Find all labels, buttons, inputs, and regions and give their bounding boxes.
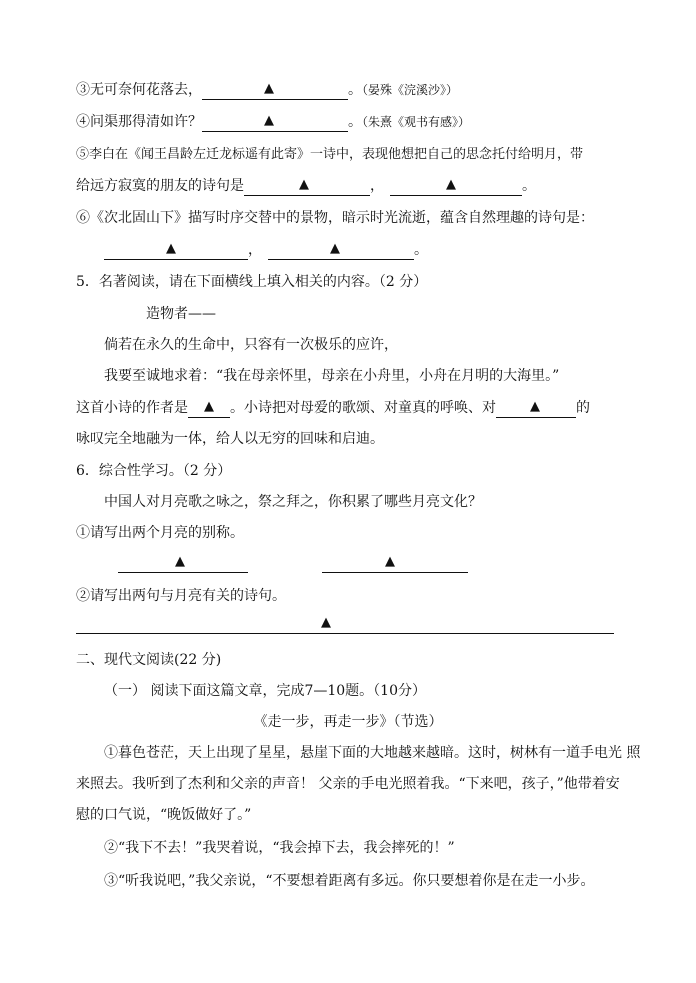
answer-blank[interactable] [76,615,614,634]
triangle-marker-icon: ▲ [385,554,395,569]
answer-blank[interactable] [202,81,348,100]
triangle-marker-icon: ▲ [175,554,185,569]
separator: ， [248,242,262,258]
article-title: 《走一步，再走一步》（节选） [253,714,443,730]
question-6-sub2: ②请写出两句与月亮有关的诗句。 [76,588,286,604]
answer-blank[interactable] [244,177,370,196]
line-text: 。 [348,82,362,98]
question-6-blanks [118,553,468,573]
paragraph-1-line-2: 来照去。我听到了杰利和父亲的声音！ 父亲的手电光照着我。“下来吧，孩子，”他带着安 [76,776,620,792]
poem-fill-line-3 [76,80,458,100]
poem-line-1: 倘若在永久的生命中，只容有一次极乐的应许， [104,337,398,353]
author-blank[interactable] [188,399,230,418]
triangle-marker-icon: ▲ [166,241,176,256]
line-text: 的 [576,400,590,416]
poem-line-2: 我要至诚地求着：“我在母亲怀里，母亲在小舟里，小舟在月明的大海里。” [104,368,560,384]
question-5-line-3 [76,398,590,418]
paragraph-1-line-1: ①暮色苍茫，天上出现了星星，悬崖下面的大地越来越暗。这时，树林有一道手电光 照 [104,745,641,761]
line-text: 。 [414,242,428,258]
poem-source: （晏殊《浣溪沙》） [362,83,459,97]
triangle-marker-icon: ▲ [446,177,456,192]
triangle-marker-icon: ▲ [321,615,331,630]
line-text: 。小诗把对母爱的歌颂、对童真的呼唤、对 [230,400,496,416]
answer-blank[interactable] [390,177,522,196]
poem-fill-line-6a: ⑥《次北固山下》描写时序交替中的景物，暗示时光流逝，蕴含自然理趣的诗句是： [76,210,594,226]
theme-blank[interactable] [496,399,576,418]
answer-blank[interactable] [118,554,248,573]
question-5-title: 5．名著阅读，请在下面横线上填入相关的内容。（2 分） [76,274,428,290]
line-text: 给远方寂寞的朋友的诗句是 [76,178,244,194]
line-text: ③无可奈何花落去， [76,82,202,98]
answer-blank[interactable] [322,554,468,573]
triangle-marker-icon: ▲ [330,241,340,256]
paragraph-2: ②“我下不去！”我哭着说，“我会掉下去，我会摔死的！” [104,840,455,856]
poem-fill-line-5b [76,176,536,196]
paragraph-1-line-3: 慰的口气说，“晚饭做好了。” [76,807,252,823]
poem-title: 造物者—— [146,306,216,322]
line-text: 。 [522,178,536,194]
paragraph-3: ③“听我说吧，”我父亲说，“不要想着距离有多远。你只要想着你是在走一小步。 [104,873,595,889]
question-5-line-4: 咏叹完全地融为一体，给人以无穷的回味和启迪。 [76,431,384,447]
triangle-marker-icon: ▲ [264,81,274,96]
line-text: ④问渠那得清如许？ [76,114,202,130]
answer-blank[interactable] [268,241,414,260]
answer-blank[interactable] [104,241,248,260]
section-2-title: 二、现代文阅读(22 分) [76,652,222,668]
triangle-marker-icon: ▲ [264,113,274,128]
triangle-marker-icon: ▲ [204,399,214,414]
triangle-marker-icon: ▲ [299,177,309,192]
question-6-intro: 中国人对月亮歌之咏之，祭之拜之，你积累了哪些月亮文化？ [104,494,482,510]
poem-source: （朱熹《观书有感》） [362,115,471,129]
answer-blank[interactable] [202,113,348,132]
poem-fill-line-6b [104,240,428,260]
line-text: 这首小诗的作者是 [76,400,188,416]
question-6-title: 6．综合性学习。（2 分） [76,463,232,479]
line-text: 。 [348,114,362,130]
separator: ， [370,178,384,194]
poem-fill-line-4 [76,112,470,132]
triangle-marker-icon: ▲ [530,399,540,414]
question-6-sub1: ①请写出两个月亮的别称。 [76,525,244,541]
section-2-part-1: （一） 阅读下面这篇文章，完成7—10题。（10分） [104,683,426,699]
question-6-long-blank [76,614,614,634]
poem-fill-line-5a: ⑤李白在《闻王昌龄左迁龙标遥有此寄》一诗中，表现他想把自己的思念托付给明月，带 [76,147,584,162]
